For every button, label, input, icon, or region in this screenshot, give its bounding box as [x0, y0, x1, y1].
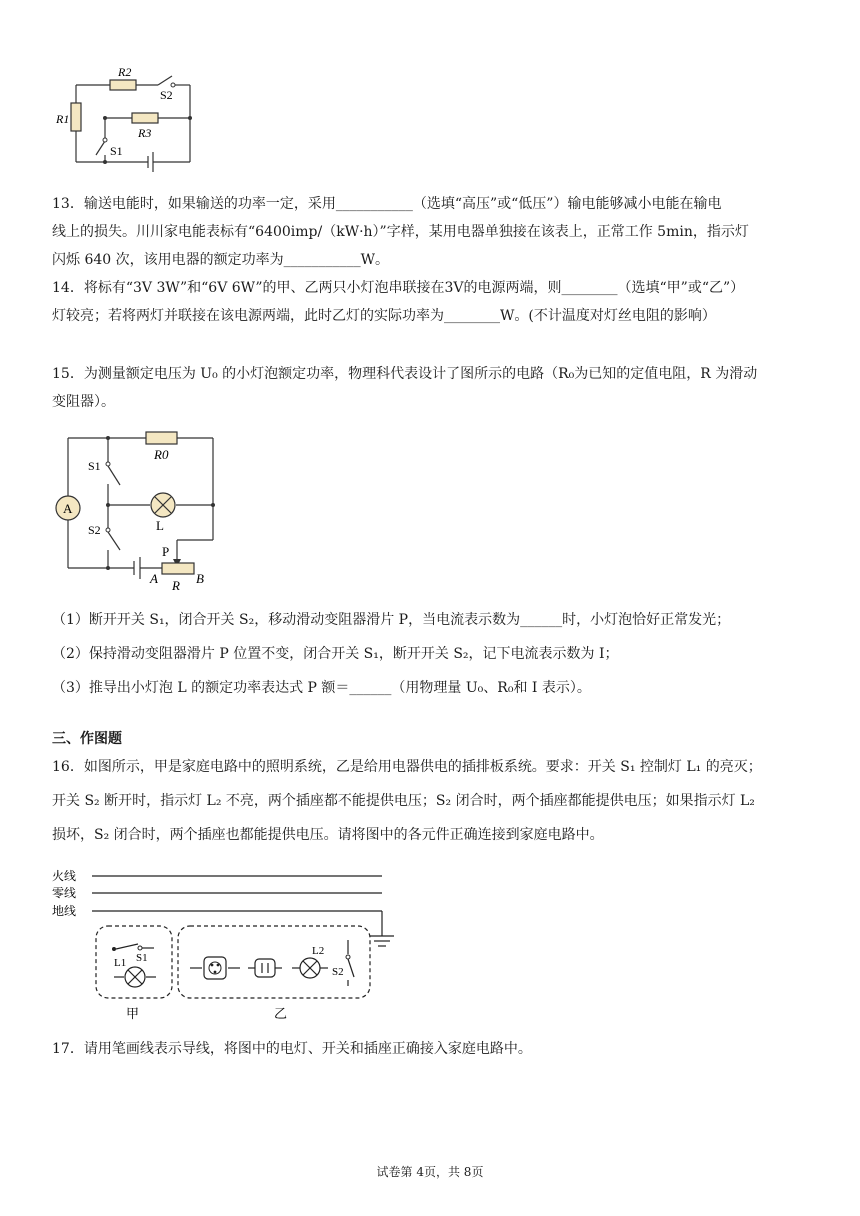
label-s1-fig3: S1	[136, 952, 148, 964]
label-rheostat-r: R	[172, 578, 180, 593]
q13-line-2: 线上的损失。川川家电能表标有“6400imp/（kW·h）”字样，某用电器单独接在该表上，正常工作 5min，指示灯	[52, 224, 749, 240]
q15-line-1: 15．为测量额定电压为 U₀ 的小灯泡额定功率，物理科代表设计了图所示的电路（R₀为已知的定值电阻，R 为滑动	[52, 366, 758, 382]
ground-wire-label: 地线	[52, 904, 77, 918]
q15-line-2: 变阻器）。	[52, 394, 115, 410]
label-r0: R0	[154, 447, 169, 462]
label-l2: L2	[312, 945, 325, 957]
label-s2: S2	[160, 88, 173, 102]
q15-sub-1: （1）断开开关 S₁，闭合开关 S₂，移动滑动变阻器滑片 P，当电流表示数为______时，小灯泡恰好正常发光；	[52, 612, 731, 628]
label-end-a: A	[150, 571, 158, 586]
label-s2-fig2: S2	[88, 523, 101, 537]
q15-sub-3: （3）推导出小灯泡 L 的额定功率表达式 P 额＝______（用物理量 U₀、R₀和 I 表示）。	[52, 680, 591, 696]
q16-line-2: 开关 S₂ 断开时，指示灯 L₂ 不亮，两个插座都不能提供电压；S₂ 闭合时，两个插座都能提供电压；如果指示灯 L₂	[52, 793, 755, 809]
q14-line-2: 灯较亮；若将两灯并联接在该电源两端，此时乙灯的实际功率为________W。(不计温度对灯丝电阻的影响）	[52, 308, 716, 324]
label-jia: 甲	[126, 1006, 140, 1021]
label-slider-p: P	[162, 544, 170, 559]
ammeter-label: A	[63, 501, 73, 516]
q17-line-1: 17．请用笔画线表示导线，将图中的电灯、开关和插座正确接入家庭电路中。	[52, 1041, 532, 1057]
label-end-b: B	[196, 571, 204, 586]
circuit-figure-2	[50, 428, 230, 593]
live-wire-label: 火线	[52, 869, 77, 883]
household-circuit-figure	[52, 862, 402, 1022]
page-footer: 试卷第 4页，共 8页	[376, 1165, 484, 1179]
label-r3: R3	[138, 126, 152, 140]
label-s2-fig3: S2	[332, 966, 344, 978]
q13-line-1: 13．输送电能时，如果输送的功率一定，采用___________（选填“高压”或“低压”）输电能够减小电能在输电	[52, 196, 722, 212]
q16-line-1: 16．如图所示，甲是家庭电路中的照明系统，乙是给用电器供电的插排板系统。要求：开关 S₁ 控制灯 L₁ 的亮灭；	[52, 759, 762, 775]
label-l1: L1	[114, 957, 127, 969]
q16-line-3: 损坏，S₂ 闭合时，两个插座也都能提供电压。请将图中的各元件正确连接到家庭电路中。	[52, 827, 604, 843]
label-s1: S1	[110, 144, 123, 158]
label-r1: R1	[56, 112, 70, 126]
label-yi: 乙	[274, 1006, 288, 1021]
q13-line-3: 闪烁 640 次，该用电器的额定功率为___________W。	[52, 252, 390, 268]
label-s1-fig2: S1	[88, 459, 101, 473]
label-lamp: L	[156, 518, 164, 533]
q15-sub-2: （2）保持滑动变阻器滑片 P 位置不变，闭合开关 S₁，断开开关 S₂，记下电流表示数为 I；	[52, 646, 619, 662]
q14-line-1: 14．将标有“3V 3W”和“6V 6W”的甲、乙两只小灯泡串联接在3V的电源两端，则________（选填“甲”或“乙”）	[52, 280, 745, 296]
label-r2: R2	[118, 65, 132, 79]
neutral-wire-label: 零线	[52, 886, 77, 900]
circuit-figure-1	[50, 55, 200, 170]
section-title: 三、作图题	[52, 731, 122, 747]
